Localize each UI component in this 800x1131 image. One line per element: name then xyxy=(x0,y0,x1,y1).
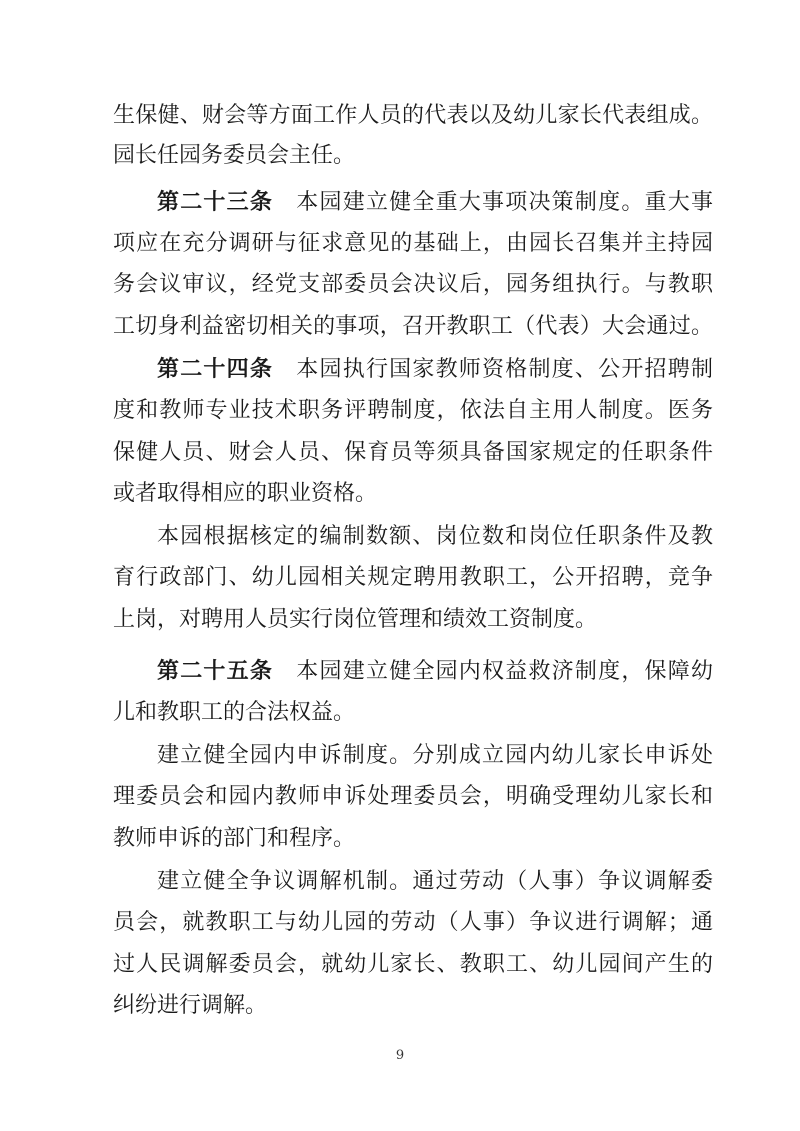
line-text: 本园根据核定的编制数额、岗位数和岗位任职条件及教 xyxy=(157,524,713,549)
text-line xyxy=(113,270,713,300)
paragraph-first-line xyxy=(157,522,713,552)
text-line xyxy=(113,991,713,1021)
line-text: 务会议审议，经党支部委员会决议后，园务组执行。与教职 xyxy=(113,272,713,297)
line-text: 员会，就教职工与幼儿园的劳动（人事）争议进行调解；通 xyxy=(113,910,713,935)
line-text: 或者取得相应的职业资格。 xyxy=(113,481,378,506)
line-text: 生保健、财会等方面工作人员的代表以及幼儿家长代表组成。 xyxy=(113,103,713,128)
text-line xyxy=(113,950,713,980)
line-text: 教师申诉的部门和程序。 xyxy=(113,826,356,851)
line-text: 本园建立健全重大事项决策制度。重大事 xyxy=(296,190,713,215)
text-line xyxy=(113,824,713,854)
paragraph-first-line xyxy=(157,867,713,897)
line-text: 儿和教职工的合法权益。 xyxy=(113,700,356,725)
article-23-heading: 第二十三条 xyxy=(157,190,274,215)
text-line xyxy=(113,479,713,509)
page-number: 9 xyxy=(395,1048,405,1063)
text-line xyxy=(113,396,713,426)
text-line xyxy=(113,229,713,259)
article-25-heading: 第二十五条 xyxy=(157,659,274,684)
line-text: 本园执行国家教师资格制度、公开招聘制 xyxy=(296,357,713,382)
line-text: 保健人员、财会人员、保育员等须具备国家规定的任职条件 xyxy=(113,440,713,465)
line-text: 育行政部门、幼儿园相关规定聘用教职工，公开招聘，竞争 xyxy=(113,565,713,590)
line-text: 项应在充分调研与征求意见的基础上，由园长召集并主持园 xyxy=(113,231,713,256)
line-text: 度和教师专业技术职务评聘制度，依法自主用人制度。医务 xyxy=(113,398,713,423)
line-text: 过人民调解委员会，就幼儿家长、教职工、幼儿园间产生的 xyxy=(113,952,713,977)
line-text: 本园建立健全园内权益救济制度，保障幼 xyxy=(296,659,713,684)
line-text: 理委员会和园内教师申诉处理委员会，明确受理幼儿家长和 xyxy=(113,784,713,809)
text-line xyxy=(113,563,713,593)
line-text: 工切身利益密切相关的事项，召开教职工（代表）大会通过。 xyxy=(113,314,713,339)
line-text: 建立健全争议调解机制。通过劳动（人事）争议调解委 xyxy=(157,869,713,894)
paragraph-first-line xyxy=(157,741,713,771)
text-line xyxy=(113,438,713,468)
article-24-heading: 第二十四条 xyxy=(157,357,274,382)
article-25-first-line xyxy=(157,657,713,687)
text-line xyxy=(113,605,713,635)
text-line xyxy=(113,141,713,171)
line-text: 纠纷进行调解。 xyxy=(113,993,268,1018)
line-text: 园长任园务委员会主任。 xyxy=(113,143,356,168)
article-23-first-line xyxy=(157,188,713,218)
text-line xyxy=(113,101,713,131)
article-24-first-line xyxy=(157,355,713,385)
text-line xyxy=(113,782,713,812)
line-text: 建立健全园内申诉制度。分别成立园内幼儿家长申诉处 xyxy=(157,743,713,768)
text-line xyxy=(113,312,713,342)
text-line xyxy=(113,908,713,938)
text-line xyxy=(113,698,713,728)
line-text: 上岗，对聘用人员实行岗位管理和绩效工资制度。 xyxy=(113,607,598,632)
